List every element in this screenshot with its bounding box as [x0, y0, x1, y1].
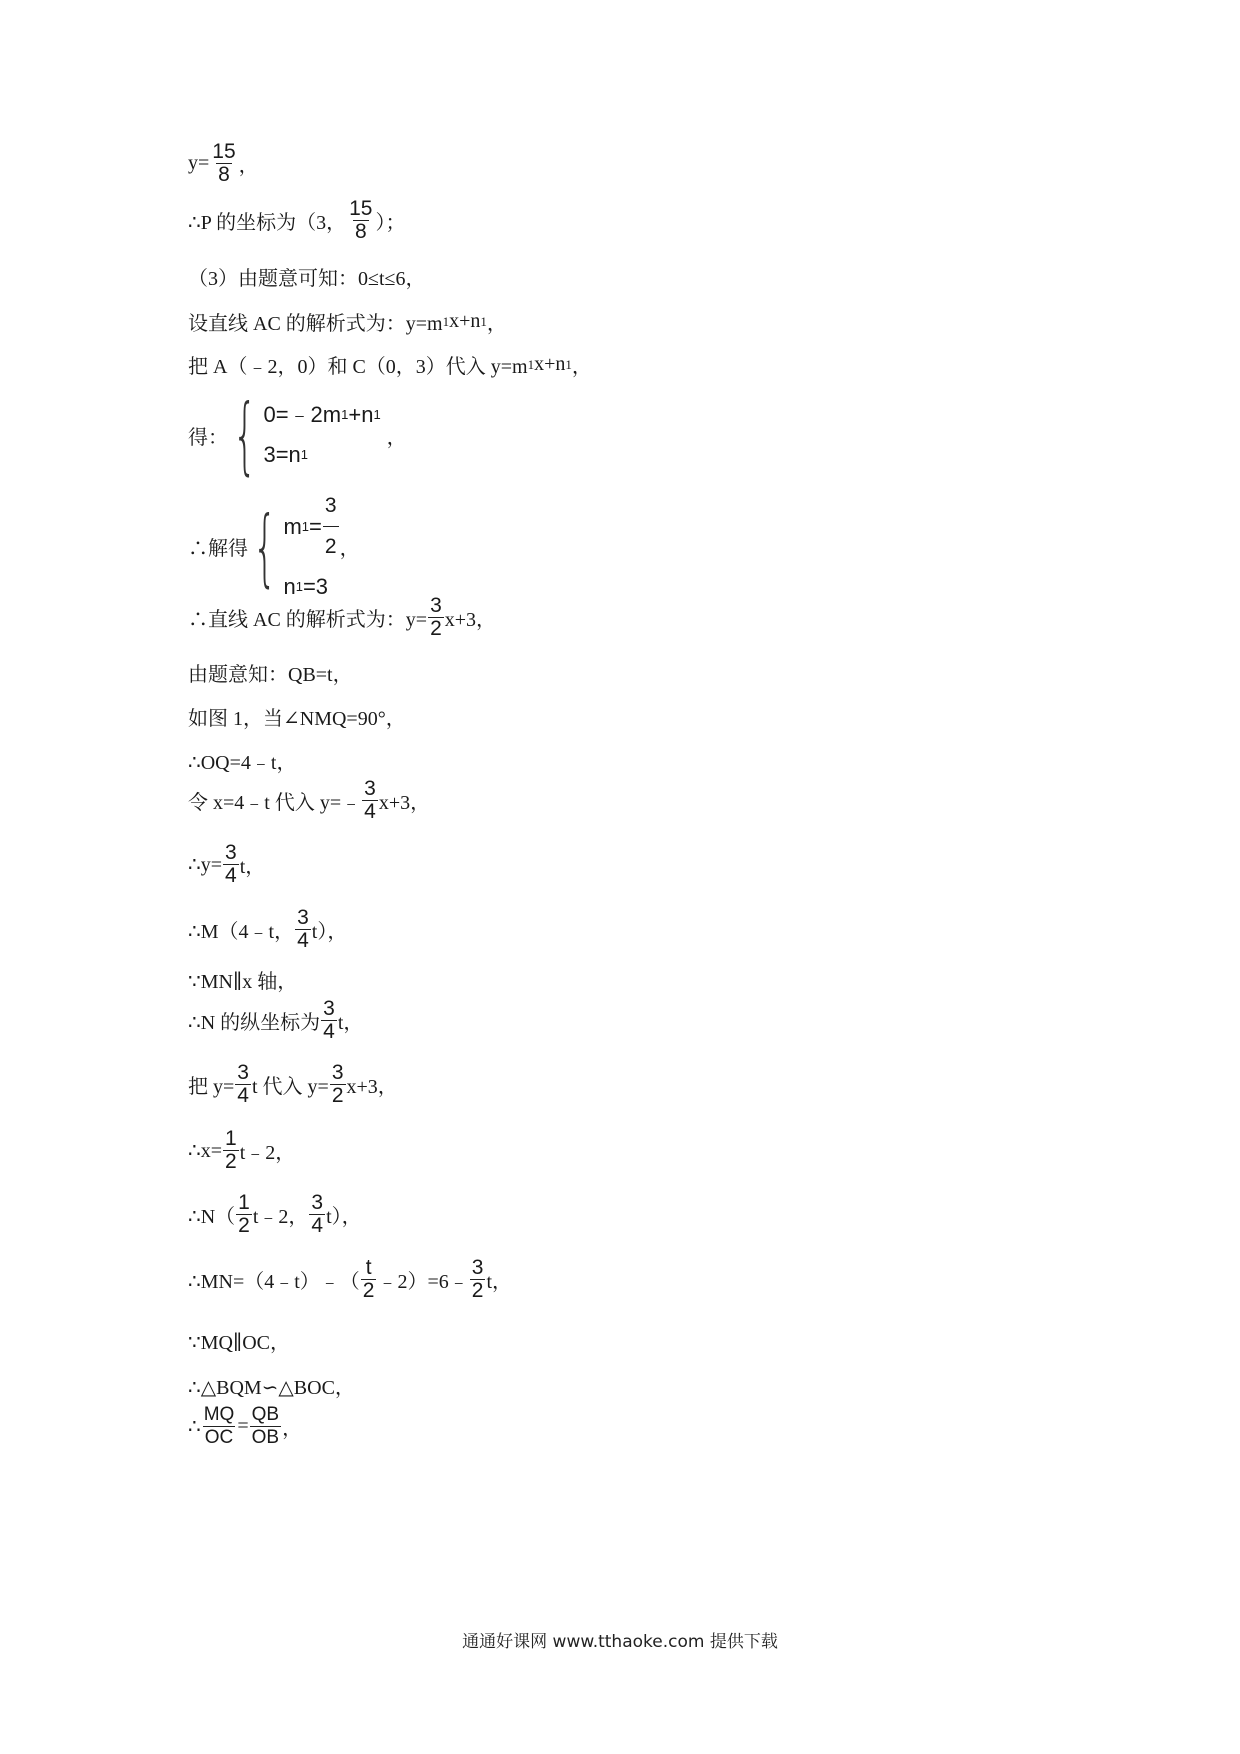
line-6-system: 得： { 0=﹣2m 1 +n 1 3=n 1 ，: [188, 386, 407, 484]
line-15: ∵MN∥x 轴，: [188, 971, 298, 993]
fraction: $\frac{1}{2}$: [238, 1191, 250, 1237]
line-8: ∴直线 AC 的解析式为：y= $\frac{3}{2}$ x+3，: [188, 594, 497, 640]
line-18: ∴x= $\frac{1}{2}$ t﹣2，: [188, 1127, 296, 1173]
fraction: $\frac{3}{2}$: [471, 1256, 484, 1302]
line-2: ∴P 的坐标为（3， $\frac{15}{8}$ ）；: [188, 197, 406, 243]
line-4: 设直线 AC 的解析式为：y=m 1 x+n 1 ，: [188, 310, 507, 335]
fraction: $\frac{3}{4}$: [237, 1061, 249, 1107]
fraction: $\frac{3}{2}$: [430, 594, 442, 640]
line-23: ∴ $\frac{MQ}{OC}$ = $\frac{QB}{OB}$ ，: [188, 1404, 303, 1448]
fraction: $\frac{15}{8}$: [212, 140, 236, 186]
fraction: $\frac{3}{4}$: [311, 1191, 324, 1237]
line-22: ∴△BQM∽△BOC，: [188, 1377, 355, 1399]
fraction: $\frac{t}{2}$: [362, 1256, 375, 1302]
fraction: $\frac{3}{4}$: [297, 906, 309, 952]
equation-system: { 0=﹣2m 1 +n 1 3=n 1: [232, 386, 381, 484]
line-3: （3）由题意可知：0≤t≤6，: [188, 268, 426, 290]
fraction: $\frac{3}{4}$: [364, 777, 376, 823]
fraction: $\frac{3}{4}$: [225, 841, 237, 887]
fraction: $\frac{1}{2}$: [225, 1127, 237, 1173]
line-12: 令 x=4﹣t 代入 y=﹣ $\frac{3}{4}$ x+3，: [188, 777, 431, 823]
line-21: ∵MQ∥OC，: [188, 1332, 290, 1354]
line-9: 由题意知：QB=t，: [188, 664, 353, 686]
line-13: ∴y= $\frac{3}{4}$ t，: [188, 841, 266, 887]
line-14: ∴M（4﹣t， $\frac{3}{4}$ t），: [188, 906, 348, 952]
line-20: ∴MN=（4﹣t）﹣（ $\frac{t}{2}$ ﹣2）=6﹣ $\frac{3}{2}$ t，: [188, 1256, 513, 1302]
fraction: $\frac{QB}{OB}$: [251, 1404, 280, 1448]
fraction: $\frac{3}{4}$: [323, 997, 335, 1043]
fraction: $\frac{3}{2}$: [323, 486, 339, 567]
fraction: $\frac{3}{2}$: [331, 1061, 344, 1107]
line-5: 把 A（﹣2，0）和 C（0，3）代入 y=m 1 x+n 1 ，: [188, 353, 592, 378]
line-10: 如图 1，当∠NMQ=90°，: [188, 708, 406, 730]
solution-system: { m 1 = $\frac{3}{2}$ n 1 =3: [248, 486, 340, 607]
fraction: $\frac{MQ}{OC}$: [203, 1404, 235, 1448]
line-1: y= $\frac{15}{8}$ ，: [188, 140, 259, 186]
line-16: ∴N 的纵坐标为 $\frac{3}{4}$ t，: [188, 997, 364, 1043]
line-19: ∴N（ $\frac{1}{2}$ t﹣2， $\frac{3}{4}$ t），: [188, 1191, 362, 1237]
fraction: $\frac{15}{8}$: [349, 197, 373, 243]
line-17: 把 y= $\frac{3}{4}$ t 代入 y= $\frac{3}{2}$ x+3，: [188, 1061, 398, 1107]
left-brace: {: [252, 497, 277, 596]
page-footer: 通通好课网 www.tthaoke.com 提供下载: [462, 1632, 778, 1652]
line-7-system: ∴解得 { m 1 = $\frac{3}{2}$ n 1 =3 ，: [188, 486, 360, 607]
line-11: ∴OQ=4﹣t，: [188, 752, 297, 774]
left-brace: {: [232, 386, 257, 484]
